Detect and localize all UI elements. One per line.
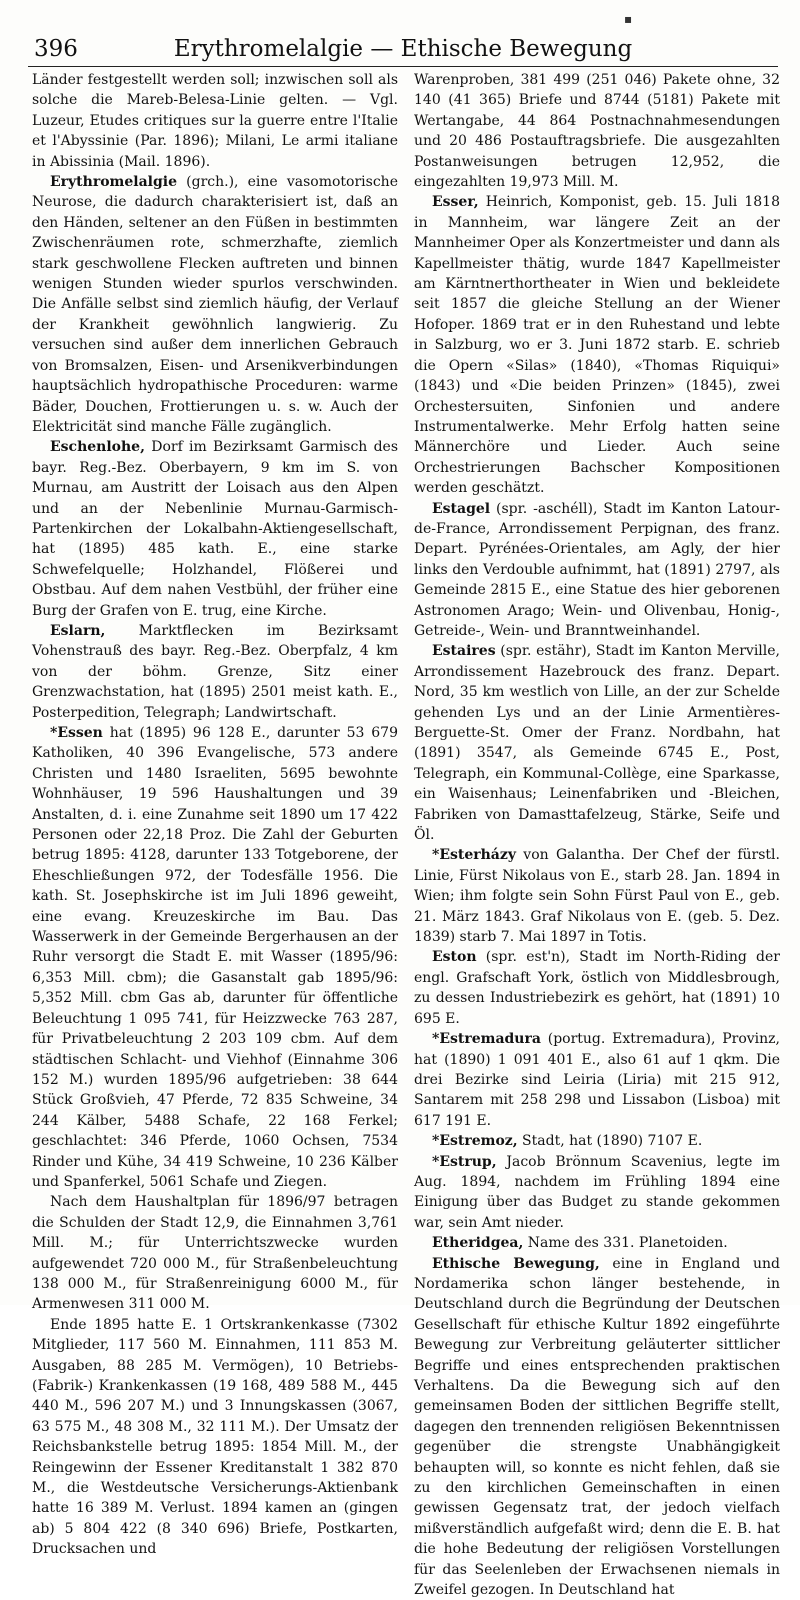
headword: Ethische Bewegung, <box>432 1255 600 1272</box>
headword: Estremadura <box>439 1031 541 1048</box>
text-columns <box>28 70 788 1599</box>
entry-estremadura <box>414 1029 780 1131</box>
entry-essen <box>32 723 398 1192</box>
entry-ethische-bewegung <box>414 1254 780 1600</box>
running-title: Erythromelalgie — Ethische Bewegung <box>173 36 633 62</box>
entry-text: (spr. -aschéll), Stadt im Kanton Latour-de-France, Arrondissement Perpignan, des franz. Depart. Pyrénées-Orientales, am Agly, der hier links den Verdouble aufnimmt, hat (1891) 2797, als Gemeinde 2815 E., eine Statue des hier geborenen Astronomen Arago; Wein- und Olivenbau, Honig-, Getreide-, Wein- und Branntweinhandel. <box>414 500 780 639</box>
asterisk-mark: * <box>432 847 440 864</box>
entry-text: Länder festgestellt werden soll; inzwischen soll als solche die Mareb-Belesa-Linie gelten. — Vgl. Luzeur, Etudes critiques sur la guerre entre l'Italie et l'Abyssinie (Par. 1896); Milani, Le armi italiane in Abissinia (Mail. 1896). <box>32 72 398 170</box>
entry-cont-top <box>32 70 398 172</box>
entry-etheridgea <box>414 1233 780 1253</box>
page-header <box>28 26 778 67</box>
headword: Estrup, <box>439 1153 497 1170</box>
headword: Estagel <box>432 500 491 517</box>
headword: Erythromelalgie <box>50 174 177 191</box>
entry-eston <box>414 947 780 1029</box>
asterisk-mark: * <box>432 1031 440 1048</box>
entry-text: (spr. estähr), Stadt im Kanton Merville, Arrondissement Hazebrouck des franz. Depart. Nord, 35 km westlich von Lille, an der zur Schelde gehenden Lys und an der Linie Armentières-Berguette-St. Omer der Franz. Nordbahn, hat (1891) 3547, als Gemeinde 6745 E., Post, Telegraph, ein Kommunal-Collège, eine Sparkasse, ein Waisenhaus; Leinenfabriken und -Bleichen, Fabriken von Damasttafelzeug, Stärke, Seife und Öl. <box>414 643 780 844</box>
headword: Eslarn, <box>50 622 106 639</box>
headword: Esterházy <box>439 847 516 864</box>
entry-essen-3 <box>32 1315 398 1560</box>
entry-text: eine in England und Nordamerika schon länger bestehende, in Deutschland durch die Begründung der Deutschen Gesellschaft für ethische Kultur 1892 eingeführte Bewegung zur Verbreitung geläuterter sittlicher Begriffe und eines entsprechenden praktischen Verhaltens. Da die Bewegung sich auf den gemeinsamen Boden der sittlichen Begriffe stellt, dagegen den trennenden religiösen Bekenntnissen gegenüber die strengste Unabhängigkeit behaupten will, so konnte es nicht fehlen, daß sie zu den kirchlichen Gemeinschaften in einen gewissen Gegensatz trat, der jedoch vielfach mißverständlich aufgefaßt wird; denn die E. B. hat die hohe Bedeutung der religiösen Vorstellungen für das Seelenleben der Erwachsenen niemals in Zweifel gezogen. In Deutschland hat <box>414 1255 781 1599</box>
headword: Esser, <box>432 194 479 211</box>
entry-essen-2 <box>32 1192 398 1314</box>
entry-text: Nach dem Haushaltplan für 1896/97 betragen die Schulden der Stadt 12,9, die Einnahmen 3,761 Mill. M.; für Unterrichtszwecke wurden aufgewendet 720 000 M., für Straßenbeleuchtung 138 000 M., für Straßenreinigung 6000 M., für Armenwesen 311 000 M. <box>32 1194 398 1313</box>
headword: Estremoz, <box>439 1133 518 1150</box>
entry-text: (spr. est'n), Stadt im North-Riding der engl. Grafschaft York, östlich von Middlesbrough, zu dessen Industriebezirk es gehört, hat (1891) 10 695 E. <box>414 949 780 1027</box>
entry-text: Jacob Brönnum Scavenius, legte im Aug. 1894, nachdem im Frühling 1894 eine Einigung über das Budget zu stande gekommen war, sein Amt nieder. <box>414 1153 780 1231</box>
entry-text: Warenproben, 381 499 (251 046) Pakete ohne, 32 140 (41 365) Briefe und 8744 (5181) Pakete mit Wertangabe, 44 864 Postnachnahmesendungen und 20 486 Postauftragsbriefe. Die ausgezahlten Postanweisungen betrugen 12,952, die eingezahlten 19,973 Mill. M. <box>414 72 780 191</box>
entry-text: von Galantha. Der Chef der fürstl. Linie, Fürst Nikolaus von E., starb 28. Jan. 1894 in Wien; ihm folgte sein Sohn Fürst Paul von E., geb. 21. März 1843. Graf Nikolaus von E. (geb. 5. Dez. 1839) starb 7. Mai 1897 in Totis. <box>414 847 780 946</box>
entry-text: Heinrich, Komponist, geb. 15. Juli 1818 in Mannheim, war längere Zeit an der Mannheimer Oper als Konzertmeister und dann als Kapellmeister thätig, wurde 1847 Kapellmeister am Kärntnerthortheater in Wien und bekleidete seit 1857 die gleiche Stellung an der Wiener Hofoper. 1869 trat er in den Ruhestand und lebte in Salzburg, wo er 3. Juni 1872 starb. E. schrieb die Opern «Silas» (1840), «Thomas Riquiqui» (1843) und «Die beiden Prinzen» (1845), zwei Orchestersuiten, Sinfonien und andere Instrumentalwerke. Mehr Erfolg hatten seine Männerchöre und Lieder. Auch seine Orchestrierungen Bachscher Kompositionen werden geschätzt. <box>414 194 780 497</box>
entry-text: Dorf im Bezirksamt Garmisch des bayr. Reg.-Bez. Oberbayern, 9 km im S. von Murnau, am Austritt der Loisach aus den Alpen und an der Nebenlinie Murnau-Garmisch-Partenkirchen der Lokalbahn-Aktiengesellschaft, hat (1895) 485 kath. E., eine starke Schwefelquelle; Holzhandel, Flößerei und Obstbau. Auf dem nahen Vestbühl, der früher eine Burg der Grafen von E. trug, eine Kirche. <box>32 439 398 619</box>
entry-eslarn <box>32 621 398 723</box>
entry-text: Name des 331. Planetoiden. <box>523 1235 728 1252</box>
corner-mark: ▪ <box>624 12 633 26</box>
headword: Eston <box>432 949 477 966</box>
entry-text: (grch.), eine vasomotorische Neurose, die dadurch charakterisiert ist, daß an den Händen, seltener an den Füßen in bestimmten Zwischenräumen rote, schmerzhafte, ziemlich stark geschwollene Flecken auftreten und binnen wenigen Stunden wieder spurlos verschwinden. Die Anfälle selbst sind ziemlich häufig, der Verlauf der Krankheit gewöhnlich langwierig. Zu versuchen sind außer dem innerlichen Gebrauch von Bromsalzen, Eisen- und Arsenikverbindungen hauptsächlich hydropathische Proceduren: warme Bäder, Douchen, Frottierungen u. s. w. Auch der Elektricität sind manche Fälle zugänglich. <box>32 174 398 435</box>
left-column <box>32 70 398 1558</box>
entry-esterhazy <box>414 845 780 947</box>
headword: Etheridgea, <box>432 1235 524 1252</box>
entry-estaires <box>414 641 780 845</box>
entry-essen-cont <box>414 70 780 192</box>
entry-estrup <box>414 1152 780 1234</box>
right-column <box>414 70 781 1599</box>
page-number: 396 <box>34 36 78 62</box>
entry-text: Ende 1895 hatte E. 1 Ortskrankenkasse (7302 Mitglieder, 117 560 M. Einnahmen, 111 853 M. Ausgaben, 88 285 M. Vermögen), 10 Betriebs- (Fabrik-) Krankenkassen (19 168, 489 588 M., 445 440 M., 596 207 M.) und 3 Innungskassen (3067, 63 575 M., 48 308 M., 32 111 M.). Der Umsatz der Reichsbankstelle betrug 1895: 1854 Mill. M., der Reingewinn der Essener Kreditanstalt 1 382 870 M., die Westdeutsche Versicherungs-Aktienbank hatte 16 389 M. Verlust. 1894 kamen an (gingen ab) 5 804 422 (8 340 696) Briefe, Postkarten, Drucksachen und <box>32 1316 398 1558</box>
headword: Essen <box>57 725 103 741</box>
headword: Estaires <box>432 643 496 660</box>
asterisk-mark: * <box>50 725 58 741</box>
entry-estagel <box>414 499 780 642</box>
entry-text: Marktflecken im Bezirksamt Vohenstrauß des bayr. Reg.-Bez. Oberpfalz, 4 km von der böhm. Grenze, Sitz einer Grenzwachstation, hat (1895) 2501 meist kath. E., Posterpedition, Telegraph; Landwirtschaft. <box>32 622 398 721</box>
entry-text: Stadt, hat (1890) 7107 E. <box>517 1133 703 1150</box>
entry-text: (portug. Extremadura), Provinz, hat (1890) 1 091 401 E., also 61 auf 1 qkm. Die drei Bezirke sind Leiria (Liria) mit 215 912, Santarem mit 258 298 und Lissabon (Lisboa) mit 617 191 E. <box>414 1031 780 1129</box>
entry-text: hat (1895) 96 128 E., darunter 53 679 Katholiken, 40 396 Evangelische, 573 andere Christen und 1480 Israeliten, 5695 bewohnte Wohnhäuser, 19 596 Haushaltungen und 39 Anstalten, d. i. eine Zunahme seit 1890 um 17 422 Personen oder 22,18 Proz. Die Zahl der Geburten betrug 1895: 4128, darunter 133 Totgeborene, der Eheschließungen 972, der Todesfälle 1956. Die kath. St. Josephskirche ist im Juli 1896 geweiht, eine evang. Kreuzeskirche im Bau. Das Wasserwerk in der Gemeinde Bergerhausen an der Ruhr versorgt die Stadt E. mit Wasser (1895/96: 6,353 Mill. cbm); die Gasanstalt gab 1895/96: 5,352 Mill. cbm Gas ab, darunter für öffentliche Beleuchtung 1 095 741, für Heizzwecke 763 287, für Privatbeleuchtung 2 203 109 cbm. Auf dem städtischen Schlacht- und Viehhof (Einnahme 306 152 M.) wurden 1895/96 aufgetrieben: 38 644 Stück Großvieh, 47 Pferde, 72 835 Schweine, 34 244 Kälber, 5488 Schafe, 22 168 Ferkel; geschlachtet: 346 Pferde, 1060 Ochsen, 7534 Rinder und Kühe, 34 419 Schweine, 10 236 Kälber und Spanferkel, 5061 Schafe und Ziegen. <box>32 725 398 1190</box>
headword: Eschenlohe, <box>50 439 145 456</box>
asterisk-mark: * <box>432 1133 440 1150</box>
entry-erythromelalgie <box>32 172 398 437</box>
entry-estremoz <box>414 1131 780 1151</box>
entry-eschenlohe <box>32 437 398 621</box>
asterisk-mark: * <box>432 1153 440 1170</box>
entry-esser <box>414 192 780 498</box>
